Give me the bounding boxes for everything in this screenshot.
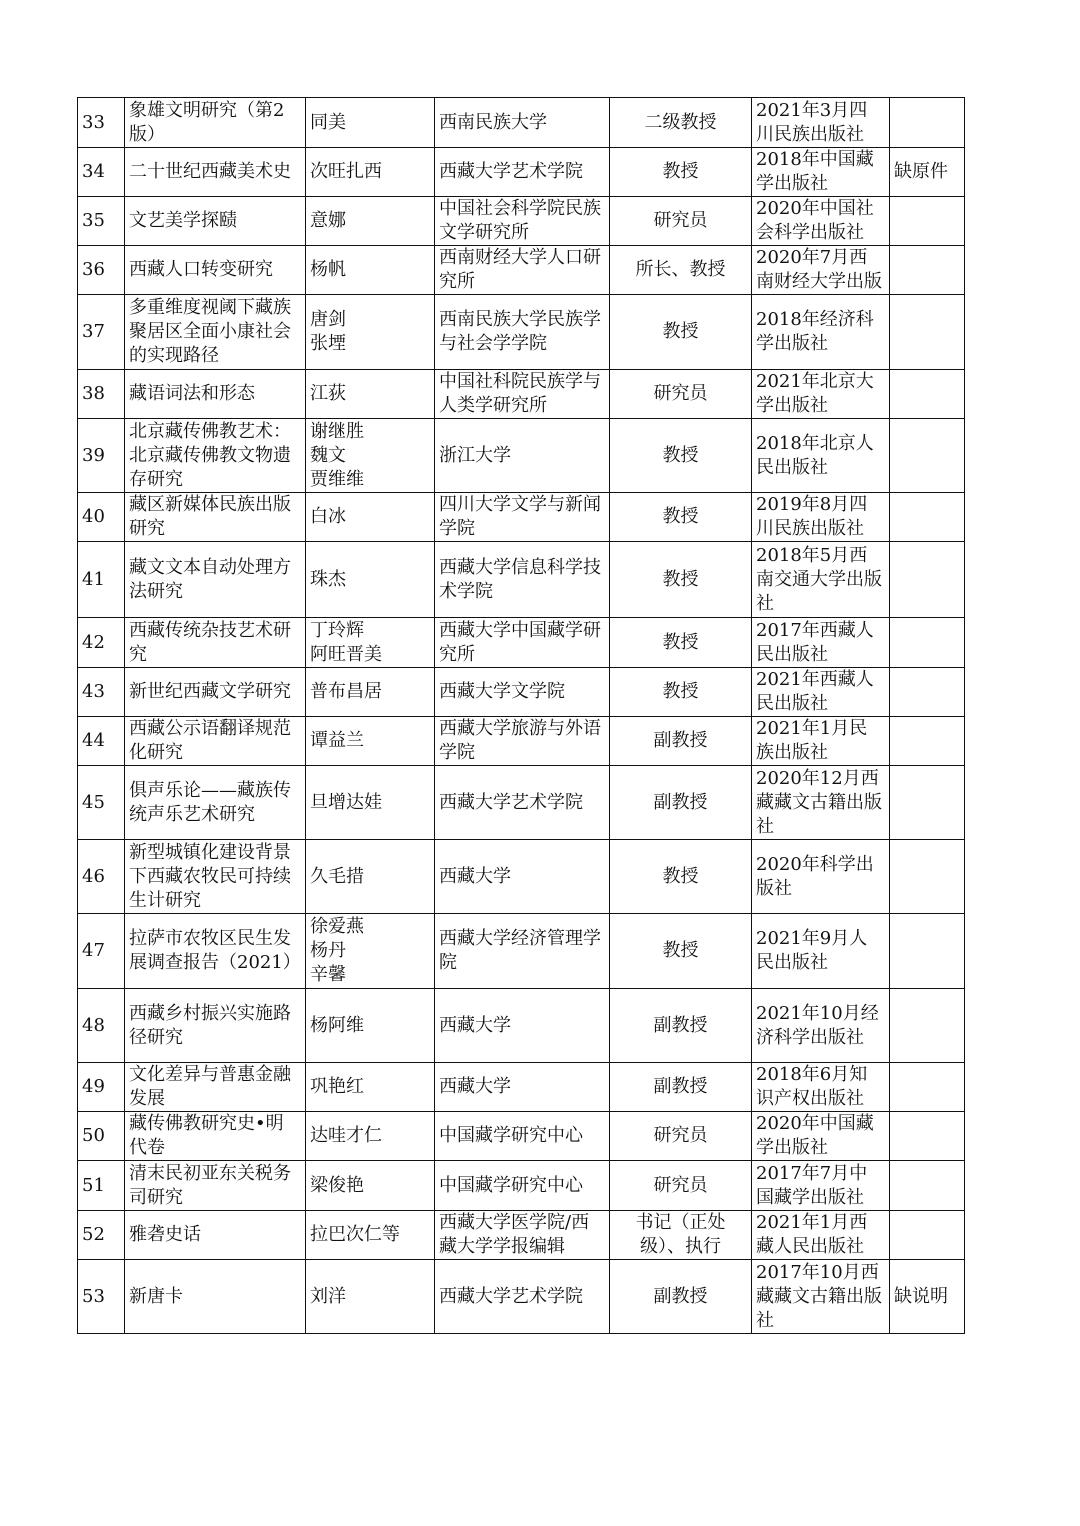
author-name-cell: 珠杰 [306,542,435,618]
publication-info-cell: 2021年9月人民出版社 [752,914,890,989]
remark-cell [890,840,965,914]
academic-title-cell: 所长、教授 [610,246,752,295]
institution-cell: 西藏大学旅游与外语学院 [435,717,610,766]
remark-cell [890,668,965,717]
row-number-cell: 44 [78,717,125,766]
remark-cell: 缺说明 [890,1260,965,1334]
book-title-cell: 新型城镇化建设背景下西藏农牧民可持续生计研究 [125,840,306,914]
publication-info-cell: 2017年10月西藏藏文古籍出版社 [752,1260,890,1334]
remark-cell [890,246,965,295]
table-row [78,668,965,717]
table-row [78,542,965,618]
table-row [78,618,965,668]
academic-title-cell: 副教授 [610,1063,752,1112]
author-name-cell: 梁俊艳 [306,1161,435,1211]
academic-title-cell: 副教授 [610,1260,752,1334]
institution-cell: 西藏大学中国藏学研究所 [435,618,610,668]
table-body [78,98,965,1334]
book-title-cell: 藏区新媒体民族出版研究 [125,493,306,542]
row-number-cell: 50 [78,1112,125,1161]
academic-title-cell: 教授 [610,295,752,370]
publication-info-cell: 2018年北京人民出版社 [752,419,890,493]
academic-title-cell: 研究员 [610,370,752,419]
academic-title-cell: 副教授 [610,717,752,766]
row-number-cell: 40 [78,493,125,542]
author-name-cell: 拉巴次仁等 [306,1211,435,1260]
institution-cell: 西南财经大学人口研究所 [435,246,610,295]
institution-cell: 西藏大学文学院 [435,668,610,717]
author-name-cell: 江荻 [306,370,435,419]
row-number-cell: 52 [78,1211,125,1260]
book-title-cell: 新世纪西藏文学研究 [125,668,306,717]
author-name-cell: 谢继胜 魏文 贾维维 [306,419,435,493]
table-row [78,989,965,1063]
table-row [78,1161,965,1211]
table-row [78,98,965,148]
remark-cell [890,370,965,419]
institution-cell: 西藏大学艺术学院 [435,148,610,197]
table-row [78,370,965,419]
row-number-cell: 36 [78,246,125,295]
institution-cell: 西藏大学信息科学技术学院 [435,542,610,618]
institution-cell: 西藏大学 [435,1063,610,1112]
row-number-cell: 39 [78,419,125,493]
row-number-cell: 35 [78,197,125,246]
academic-title-cell: 研究员 [610,197,752,246]
book-title-cell: 西藏传统杂技艺术研究 [125,618,306,668]
table-row [78,197,965,246]
book-title-cell: 藏传佛教研究史•明代卷 [125,1112,306,1161]
row-number-cell: 48 [78,989,125,1063]
table-row [78,419,965,493]
publication-info-cell: 2019年8月四川民族出版社 [752,493,890,542]
row-number-cell: 41 [78,542,125,618]
remark-cell [890,618,965,668]
book-title-cell: 雅砻史话 [125,1211,306,1260]
publication-info-cell: 2020年7月西南财经大学出版 [752,246,890,295]
book-title-cell: 文艺美学探赜 [125,197,306,246]
remark-cell [890,1063,965,1112]
remark-cell [890,98,965,148]
author-name-cell: 同美 [306,98,435,148]
author-name-cell: 次旺扎西 [306,148,435,197]
remark-cell [890,914,965,989]
academic-title-cell: 教授 [610,542,752,618]
institution-cell: 西藏大学医学院/西藏大学学报编辑 [435,1211,610,1260]
remark-cell [890,542,965,618]
publication-info-cell: 2021年1月民族出版社 [752,717,890,766]
institution-cell: 中国社科院民族学与人类学研究所 [435,370,610,419]
author-name-cell: 杨阿维 [306,989,435,1063]
academic-title-cell: 二级教授 [610,98,752,148]
book-title-cell: 藏语词法和形态 [125,370,306,419]
author-name-cell: 杨帆 [306,246,435,295]
remark-cell [890,766,965,840]
author-name-cell: 达哇才仁 [306,1112,435,1161]
publication-info-cell: 2020年中国社会科学出版社 [752,197,890,246]
table-row [78,840,965,914]
table-row [78,766,965,840]
book-title-cell: 新唐卡 [125,1260,306,1334]
author-name-cell: 意娜 [306,197,435,246]
remark-cell [890,493,965,542]
academic-title-cell: 教授 [610,419,752,493]
author-name-cell: 巩艳红 [306,1063,435,1112]
author-name-cell: 谭益兰 [306,717,435,766]
publication-info-cell: 2017年7月中国藏学出版社 [752,1161,890,1211]
institution-cell: 西南民族大学 [435,98,610,148]
publication-info-cell: 2021年10月经济科学出版社 [752,989,890,1063]
publication-info-cell: 2018年中国藏学出版社 [752,148,890,197]
row-number-cell: 53 [78,1260,125,1334]
book-list-table [77,97,965,1334]
book-title-cell: 俱声乐论——藏族传统声乐艺术研究 [125,766,306,840]
institution-cell: 西藏大学经济管理学院 [435,914,610,989]
author-name-cell: 旦增达娃 [306,766,435,840]
academic-title-cell: 教授 [610,914,752,989]
institution-cell: 西藏大学 [435,840,610,914]
row-number-cell: 45 [78,766,125,840]
row-number-cell: 38 [78,370,125,419]
remark-cell [890,1161,965,1211]
institution-cell: 西藏大学艺术学院 [435,766,610,840]
publication-info-cell: 2021年西藏人民出版社 [752,668,890,717]
institution-cell: 中国社会科学院民族文学研究所 [435,197,610,246]
publication-info-cell: 2018年经济科学出版社 [752,295,890,370]
row-number-cell: 34 [78,148,125,197]
institution-cell: 中国藏学研究中心 [435,1112,610,1161]
remark-cell [890,989,965,1063]
institution-cell: 浙江大学 [435,419,610,493]
publication-info-cell: 2020年12月西藏藏文古籍出版社 [752,766,890,840]
row-number-cell: 42 [78,618,125,668]
academic-title-cell: 教授 [610,668,752,717]
remark-cell [890,717,965,766]
academic-title-cell: 书记（正处级）、执行 [610,1211,752,1260]
publication-info-cell: 2018年5月西南交通大学出版社 [752,542,890,618]
table-row [78,295,965,370]
book-title-cell: 西藏乡村振兴实施路径研究 [125,989,306,1063]
author-name-cell: 徐爱燕 杨丹 辛馨 [306,914,435,989]
publication-info-cell: 2021年1月西藏人民出版社 [752,1211,890,1260]
author-name-cell: 丁玲辉 阿旺晋美 [306,618,435,668]
author-name-cell: 刘洋 [306,1260,435,1334]
remark-cell [890,197,965,246]
row-number-cell: 43 [78,668,125,717]
book-title-cell: 拉萨市农牧区民生发展调查报告（2021） [125,914,306,989]
publication-info-cell: 2021年北京大学出版社 [752,370,890,419]
table-row [78,1260,965,1334]
book-title-cell: 西藏人口转变研究 [125,246,306,295]
remark-cell [890,1211,965,1260]
row-number-cell: 46 [78,840,125,914]
academic-title-cell: 研究员 [610,1161,752,1211]
academic-title-cell: 研究员 [610,1112,752,1161]
row-number-cell: 47 [78,914,125,989]
academic-title-cell: 教授 [610,493,752,542]
author-name-cell: 唐剑 张堙 [306,295,435,370]
table-row [78,148,965,197]
institution-cell: 中国藏学研究中心 [435,1161,610,1211]
book-title-cell: 二十世纪西藏美术史 [125,148,306,197]
remark-cell [890,1112,965,1161]
book-title-cell: 文化差异与普惠金融发展 [125,1063,306,1112]
book-title-cell: 藏文文本自动处理方法研究 [125,542,306,618]
row-number-cell: 33 [78,98,125,148]
remark-cell [890,419,965,493]
institution-cell: 四川大学文学与新闻学院 [435,493,610,542]
academic-title-cell: 教授 [610,618,752,668]
academic-title-cell: 副教授 [610,989,752,1063]
remark-cell: 缺原件 [890,148,965,197]
institution-cell: 西藏大学艺术学院 [435,1260,610,1334]
table-row [78,1063,965,1112]
book-title-cell: 西藏公示语翻译规范化研究 [125,717,306,766]
book-title-cell: 北京藏传佛教艺术：北京藏传佛教文物遗存研究 [125,419,306,493]
institution-cell: 西藏大学 [435,989,610,1063]
publication-info-cell: 2020年中国藏学出版社 [752,1112,890,1161]
table-row [78,914,965,989]
author-name-cell: 白冰 [306,493,435,542]
author-name-cell: 普布昌居 [306,668,435,717]
table-row [78,1211,965,1260]
book-title-cell: 清末民初亚东关税务司研究 [125,1161,306,1211]
book-title-cell: 多重维度视阈下藏族聚居区全面小康社会的实现路径 [125,295,306,370]
table-row [78,1112,965,1161]
publication-info-cell: 2018年6月知识产权出版社 [752,1063,890,1112]
publication-info-cell: 2020年科学出版社 [752,840,890,914]
author-name-cell: 久毛措 [306,840,435,914]
row-number-cell: 37 [78,295,125,370]
table-row [78,246,965,295]
book-title-cell: 象雄文明研究（第2版） [125,98,306,148]
table-row [78,493,965,542]
institution-cell: 西南民族大学民族学与社会学学院 [435,295,610,370]
remark-cell [890,295,965,370]
academic-title-cell: 教授 [610,148,752,197]
publication-info-cell: 2017年西藏人民出版社 [752,618,890,668]
academic-title-cell: 副教授 [610,766,752,840]
publication-info-cell: 2021年3月四川民族出版社 [752,98,890,148]
row-number-cell: 49 [78,1063,125,1112]
row-number-cell: 51 [78,1161,125,1211]
academic-title-cell: 教授 [610,840,752,914]
table-row [78,717,965,766]
